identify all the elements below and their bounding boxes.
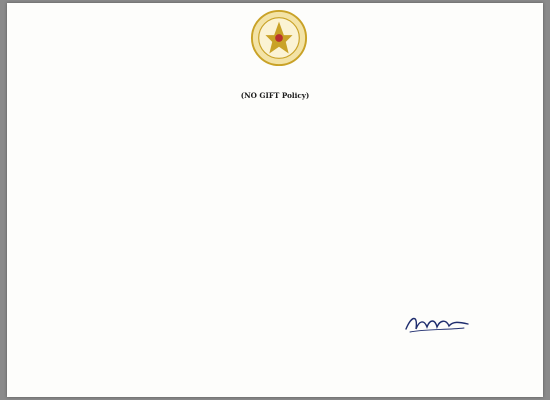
subject-line-2: [7, 91, 543, 100]
royal-garuda-crest-icon: [250, 9, 308, 67]
document-page: [7, 3, 543, 397]
signature: [402, 312, 474, 336]
no-gift-policy-label: (NO GIFT Policy): [240, 91, 310, 100]
